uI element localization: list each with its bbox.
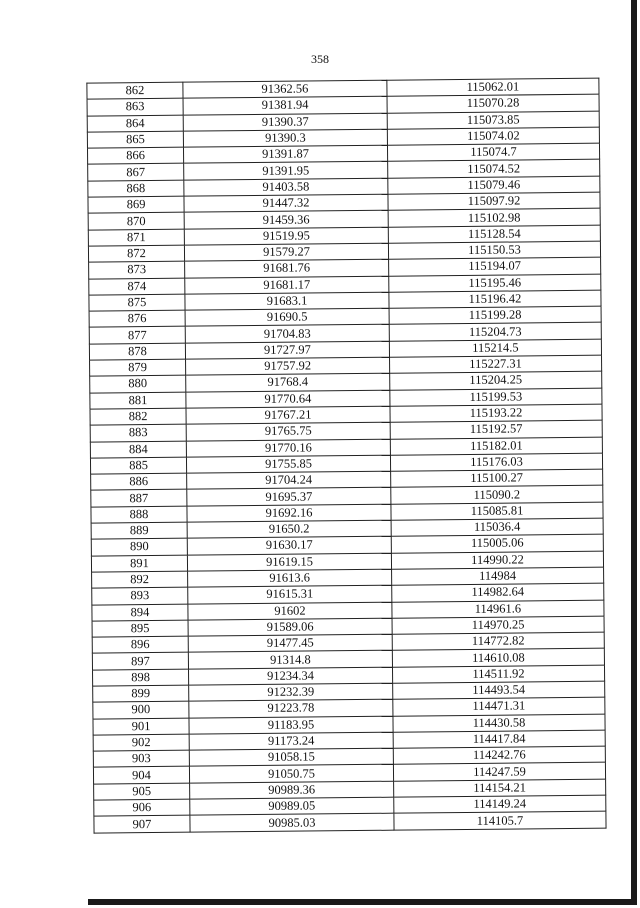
point-number-cell: 878 [89,343,185,360]
y-coordinate-cell: 115176.03 [390,453,602,471]
x-coordinate-cell: 91447.32 [184,194,388,212]
y-coordinate-cell: 114493.54 [393,681,605,699]
y-coordinate-cell: 115074.7 [387,143,599,161]
y-coordinate-cell: 114417.84 [393,730,605,748]
x-coordinate-cell: 91704.24 [187,471,391,489]
y-coordinate-cell: 114772.82 [392,632,604,650]
x-coordinate-cell: 91579.27 [184,243,388,261]
point-number-cell: 907 [94,816,190,833]
x-coordinate-cell: 91770.64 [186,390,390,408]
y-coordinate-cell: 115074.02 [387,127,599,145]
x-coordinate-cell: 91683.1 [185,292,389,310]
y-coordinate-cell: 114154.21 [394,779,606,797]
point-number-cell: 865 [87,131,183,148]
y-coordinate-cell: 115195.46 [389,274,601,292]
x-coordinate-cell: 91765.75 [186,422,390,440]
y-coordinate-cell: 115192.57 [390,420,602,438]
y-coordinate-cell: 114982.64 [392,583,604,601]
x-coordinate-cell: 91390.37 [183,113,387,131]
y-coordinate-cell: 115085.81 [391,502,603,520]
y-coordinate-cell: 115073.85 [387,111,599,129]
y-coordinate-cell: 115204.25 [390,372,602,390]
y-coordinate-cell: 114247.59 [393,763,605,781]
table-row [94,812,606,833]
point-number-cell: 862 [87,82,183,99]
y-coordinate-cell: 114610.08 [392,649,604,667]
x-coordinate-cell: 91234.34 [188,667,392,685]
y-coordinate-cell: 115194.07 [389,257,601,275]
x-coordinate-cell: 91770.16 [186,439,390,457]
point-number-cell: 897 [92,653,188,670]
y-coordinate-cell: 115182.01 [390,437,602,455]
point-number-cell: 893 [92,587,188,604]
coordinate-table [86,78,606,834]
point-number-cell: 880 [90,376,186,393]
x-coordinate-cell: 90989.05 [190,797,394,815]
point-number-cell: 891 [91,555,187,572]
y-coordinate-cell: 115204.73 [389,323,601,341]
x-coordinate-cell: 90989.36 [190,781,394,799]
point-number-cell: 887 [91,490,187,507]
x-coordinate-cell: 91519.95 [184,227,388,245]
y-coordinate-cell: 115199.28 [389,306,601,324]
x-coordinate-cell: 91650.2 [187,520,391,538]
point-number-cell: 870 [88,213,184,230]
point-number-cell: 884 [90,441,186,458]
x-coordinate-cell: 91232.39 [189,683,393,701]
x-coordinate-cell: 91589.06 [188,618,392,636]
point-number-cell: 888 [91,506,187,523]
y-coordinate-cell: 115128.54 [388,225,600,243]
point-number-cell: 864 [87,115,183,132]
y-coordinate-cell: 114105.7 [394,812,606,830]
point-number-cell: 895 [92,620,188,637]
x-coordinate-cell: 91381.94 [183,97,387,115]
point-number-cell: 894 [92,604,188,621]
y-coordinate-cell: 115102.98 [388,209,600,227]
point-number-cell: 881 [90,392,186,409]
point-number-cell: 896 [92,636,188,653]
point-number-cell: 869 [88,196,184,213]
x-coordinate-cell: 91058.15 [189,748,393,766]
x-coordinate-cell: 91403.58 [184,178,388,196]
x-coordinate-cell: 91767.21 [186,406,390,424]
point-number-cell: 889 [91,522,187,539]
y-coordinate-cell: 114471.31 [393,697,605,715]
point-number-cell: 904 [93,767,189,784]
point-number-cell: 883 [90,424,186,441]
point-number-cell: 876 [89,310,185,327]
point-number-cell: 886 [91,473,187,490]
point-number-cell: 898 [93,669,189,686]
x-coordinate-cell: 91223.78 [189,699,393,717]
x-coordinate-cell: 91768.4 [186,374,390,392]
point-number-cell: 906 [94,799,190,816]
x-coordinate-cell: 91362.56 [183,80,387,98]
x-coordinate-cell: 91183.95 [189,716,393,734]
point-number-cell: 890 [91,538,187,555]
x-coordinate-cell: 91630.17 [187,537,391,555]
x-coordinate-cell: 91690.5 [185,308,389,326]
x-coordinate-cell: 91613.6 [188,569,392,587]
point-number-cell: 901 [93,718,189,735]
y-coordinate-cell: 115100.27 [391,469,603,487]
y-coordinate-cell: 114430.58 [393,714,605,732]
y-coordinate-cell: 114970.25 [392,616,604,634]
point-number-cell: 871 [88,229,184,246]
y-coordinate-cell: 115079.46 [388,176,600,194]
point-number-cell: 863 [87,98,183,115]
x-coordinate-cell: 91619.15 [187,553,391,571]
y-coordinate-cell: 115070.28 [387,94,599,112]
table-body [87,78,606,833]
x-coordinate-cell: 91692.16 [187,504,391,522]
y-coordinate-cell: 115005.06 [391,534,603,552]
x-coordinate-cell: 91390.3 [183,129,387,147]
y-coordinate-cell: 114984 [392,567,604,585]
point-number-cell: 899 [93,685,189,702]
y-coordinate-cell: 115074.52 [388,160,600,178]
x-coordinate-cell: 91314.8 [188,651,392,669]
x-coordinate-cell: 91391.95 [184,162,388,180]
x-coordinate-cell: 91755.85 [186,455,390,473]
x-coordinate-cell: 91615.31 [188,585,392,603]
y-coordinate-cell: 115090.2 [391,486,603,504]
point-number-cell: 885 [90,457,186,474]
x-coordinate-cell: 91477.45 [188,634,392,652]
y-coordinate-cell: 114961.6 [392,600,604,618]
point-number-cell: 900 [93,701,189,718]
y-coordinate-cell: 115150.53 [388,241,600,259]
x-coordinate-cell: 91681.76 [185,259,389,277]
point-number-cell: 872 [88,245,184,262]
x-coordinate-cell: 91727.97 [185,341,389,359]
point-number-cell: 874 [89,278,185,295]
y-coordinate-cell: 114242.76 [393,746,605,764]
y-coordinate-cell: 114990.22 [391,551,603,569]
y-coordinate-cell: 114511.92 [392,665,604,683]
x-coordinate-cell: 91757.92 [186,357,390,375]
point-number-cell: 879 [90,359,186,376]
point-number-cell: 902 [93,734,189,751]
point-number-cell: 875 [89,294,185,311]
x-coordinate-cell: 91602 [188,602,392,620]
x-coordinate-cell: 91704.83 [185,325,389,343]
point-number-cell: 905 [94,783,190,800]
x-coordinate-cell: 91459.36 [184,211,388,229]
x-coordinate-cell: 91173.24 [189,732,393,750]
y-coordinate-cell: 115062.01 [387,78,599,96]
y-coordinate-cell: 115196.42 [389,290,601,308]
x-coordinate-cell: 91391.87 [183,145,387,163]
y-coordinate-cell: 115214.5 [389,339,601,357]
point-number-cell: 868 [88,180,184,197]
y-coordinate-cell: 115036.4 [391,518,603,536]
y-coordinate-cell: 115193.22 [390,404,602,422]
point-number-cell: 903 [93,750,189,767]
point-number-cell: 866 [87,147,183,164]
x-coordinate-cell: 91681.17 [185,276,389,294]
x-coordinate-cell: 90985.03 [190,814,394,832]
point-number-cell: 892 [92,571,188,588]
x-coordinate-cell: 91695.37 [187,488,391,506]
y-coordinate-cell: 115097.92 [388,192,600,210]
point-number-cell: 877 [89,327,185,344]
point-number-cell: 867 [88,164,184,181]
y-coordinate-cell: 115227.31 [390,355,602,373]
point-number-cell: 873 [89,261,185,278]
x-coordinate-cell: 91050.75 [189,765,393,783]
y-coordinate-cell: 114149.24 [394,795,606,813]
point-number-cell: 882 [90,408,186,425]
page-number: 358 [311,52,329,66]
y-coordinate-cell: 115199.53 [390,388,602,406]
